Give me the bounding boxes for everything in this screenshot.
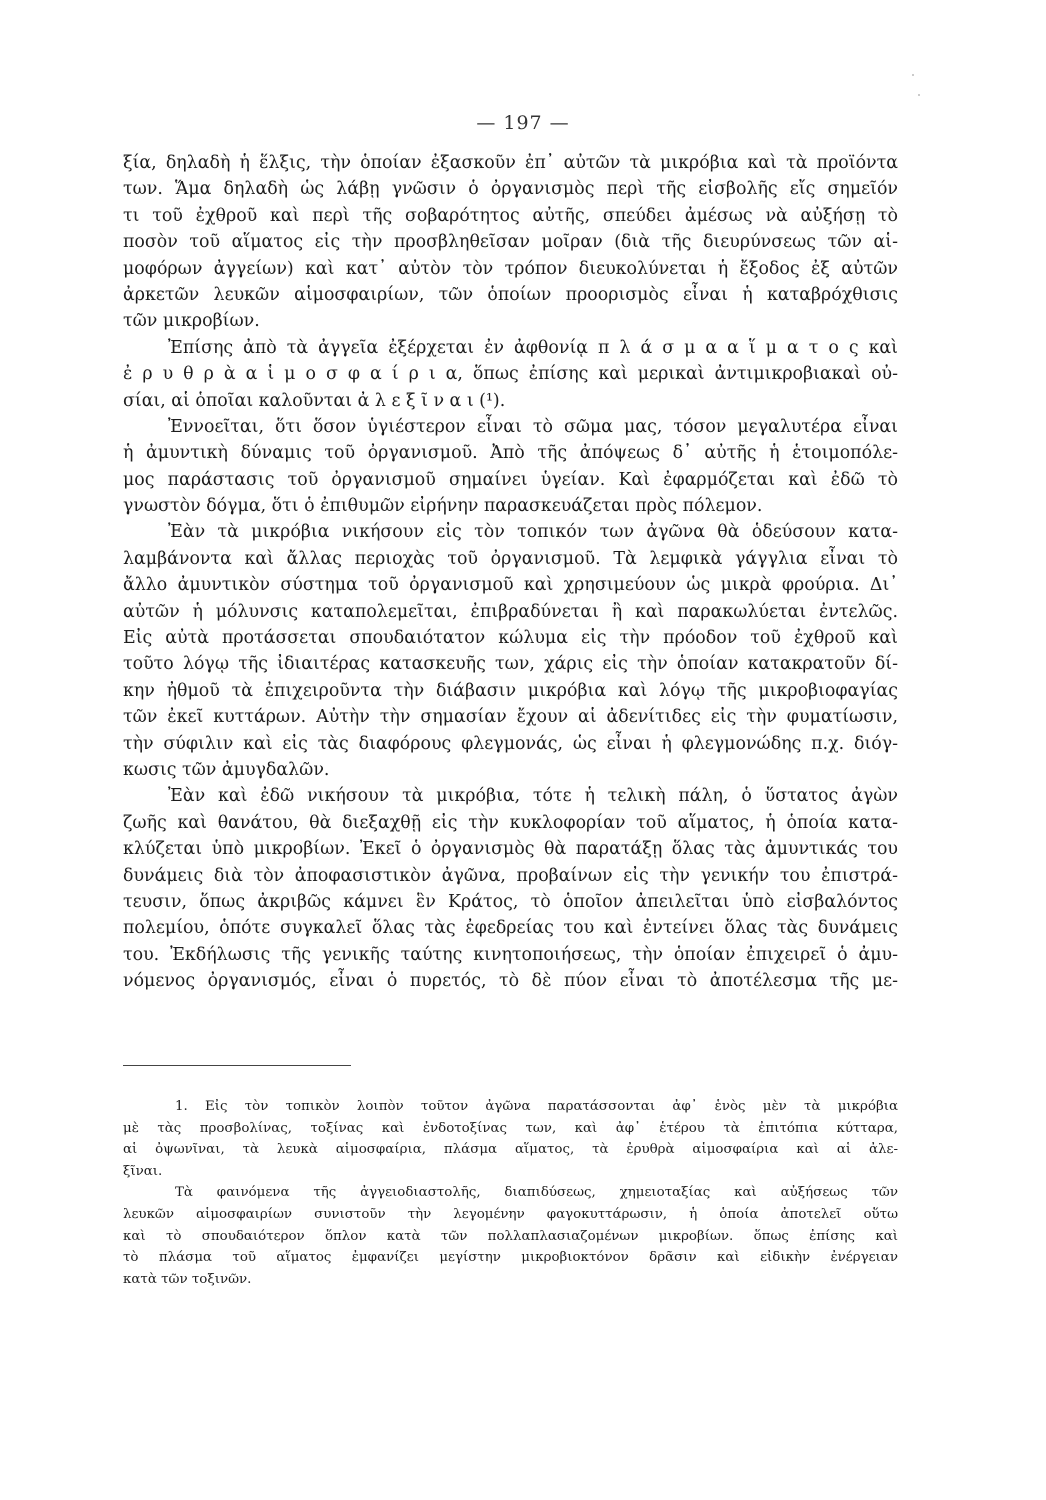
- footnote-line: αἱ ὀψωνῖναι, τὰ λευκὰ αἱμοσφαίρια, πλάσμα αἵματος, τὰ ἐρυθρὰ αἱμοσφαίρια καὶ αἱ ἀλε-: [123, 1142, 898, 1158]
- text-line: ζωῆς καὶ θανάτου, θὰ διεξαχθῇ εἰς τὴν κυκλοφορίαν τοῦ αἵματος, ἡ ὁποία κατα-: [123, 812, 898, 833]
- text-line: νόμενος ὀργανισμός, εἶναι ὁ πυρετός, τὸ δὲ πύον εἶναι τὸ ἀποτέλεσμα τῆς με-: [123, 971, 898, 992]
- text-line: Ἐὰν τὰ μικρόβια νικήσουν εἰς τὸν τοπικόν των ἀγῶνα θὰ ὁδεύσουν κατα-: [168, 522, 898, 543]
- scan-speck: [918, 94, 920, 96]
- body-text: [123, 150, 898, 995]
- footnote-line: μὲ τὰς προσβολίνας, τοξίνας καὶ ἐνδοτοξίνας των, καὶ ἀφ᾽ ἑτέρου τὰ ἐπιτόπια κύτταρα,: [123, 1120, 898, 1136]
- text-line: ἄλλο ἀμυντικὸν σύστημα τοῦ ὀργανισμοῦ καὶ χρησιμεύουν ὡς μικρὰ φρούρια. Δι᾽: [123, 575, 898, 596]
- footnote-line: ξῖναι.: [123, 1163, 163, 1179]
- text-line: Εἰς αὐτὰ προτάσσεται σπουδαιότατον κώλυμα εἰς τὴν πρόοδον τοῦ ἐχθροῦ καὶ: [123, 628, 898, 649]
- text-line: του. Ἐκδήλωσις τῆς γενικῆς ταύτης κινητοποιήσεως, τὴν ὁποίαν ἐπιχειρεῖ ὁ ἀμυ-: [123, 944, 898, 965]
- text-line: τι τοῦ ἐχθροῦ καὶ περὶ τῆς σοβαρότητος αὐτῆς, σπεύδει ἀμέσως νὰ αὐξήσῃ τὸ: [123, 205, 898, 226]
- text-line: Ἐπίσης ἀπὸ τὰ ἀγγεῖα ἐξέρχεται ἐν ἀφθονίᾳ π λ ά σ μ α α ἵ μ α τ ο ς καὶ: [168, 337, 898, 358]
- footnote-line: κατὰ τῶν τοξινῶν.: [123, 1271, 252, 1287]
- text-line: τῶν ἐκεῖ κυττάρων. Αὐτὴν τὴν σημασίαν ἔχουν αἱ ἀδενίτιδες εἰς τὴν φυματίωσιν,: [123, 707, 898, 728]
- text-line: τοῦτο λόγῳ τῆς ἰδιαιτέρας κατασκευῆς των, χάρις εἰς τὴν ὁποίαν κατακρατοῦν δί-: [123, 654, 898, 675]
- text-line: ποσὸν τοῦ αἵματος εἰς τὴν προσβληθεῖσαν μοῖραν (διὰ τῆς διευρύνσεως τῶν αἱ-: [123, 232, 898, 253]
- text-line: ἡ ἀμυντικὴ δύναμις τοῦ ὀργανισμοῦ. Ἀπὸ τῆς ἀπόψεως δ᾽ αὐτῆς ἡ ἑτοιμοπόλε-: [123, 443, 898, 464]
- text-line: ἐ ρ υ θ ρ ὰ α ἱ μ ο σ φ α ί ρ ι α, ὅπως ἐπίσης καὶ μερικαὶ ἀντιμικροβιακαὶ οὐ-: [123, 364, 898, 385]
- text-line: κην ἠθμοῦ τὰ ἐπιχειροῦντα τὴν διάβασιν μικρόβια καὶ λόγῳ τῆς μικροβιοφαγίας: [123, 680, 898, 701]
- footnote-separator: [123, 1065, 351, 1066]
- text-line: γνωστὸν δόγμα, ὅτι ὁ ἐπιθυμῶν εἰρήνην παρασκευάζεται πρὸς πόλεμον.: [123, 496, 763, 517]
- page-number: — 197 —: [476, 112, 570, 134]
- text-line: λαμβάνοντα καὶ ἄλλας περιοχὰς τοῦ ὀργανισμοῦ. Τὰ λεμφικὰ γάγγλια εἶναι τὸ: [123, 548, 898, 569]
- footnote-line: τὸ πλάσμα τοῦ αἵματος ἐμφανίζει μεγίστην μικροβιοκτόνον δρᾶσιν καὶ εἰδικὴν ἐνέργειαν: [123, 1250, 898, 1266]
- text-line: τῶν μικροβίων.: [123, 311, 260, 332]
- text-line: κωσις τῶν ἀμυγδαλῶν.: [123, 759, 330, 780]
- text-line: τευσιν, ὅπως ἀκριβῶς κάμνει ἓν Κράτος, τὸ ὁποῖον ἀπειλεῖται ὑπὸ εἰσβαλόντος: [123, 891, 898, 912]
- text-line: Ἐὰν καὶ ἐδῶ νικήσουν τὰ μικρόβια, τότε ἡ τελικὴ πάλη, ὁ ὕστατος ἀγὼν: [168, 786, 898, 807]
- text-line: σίαι, αἱ ὁποῖαι καλοῦνται ἀ λ ε ξ ῖ ν α ι (¹).: [123, 390, 506, 411]
- footnote-line: καὶ τὸ σπουδαιότερον ὅπλον κατὰ τῶν πολλαπλασιαζομένων μικροβίων. ὅπως ἐπίσης καὶ: [123, 1228, 898, 1244]
- text-line: δυνάμεις διὰ τὸν ἀποφασιστικὸν ἀγῶνα, προβαίνων εἰς τὴν γενικήν του ἐπιστρά-: [123, 865, 898, 886]
- footnote-line: λευκῶν αἱμοσφαιρίων συνιστοῦν τὴν λεγομένην φαγοκυττάρωσιν, ἡ ὁποία ἀποτελεῖ οὕτω: [123, 1206, 898, 1222]
- footnote-line: Τὰ φαινόμενα τῆς ἀγγειοδιαστολῆς, διαπιδύσεως, χημειοταξίας καὶ αὐξήσεως τῶν: [175, 1185, 898, 1201]
- footnote-line: 1. Εἰς τὸν τοπικὸν λοιπὸν τοῦτον ἀγῶνα παρατάσσονται ἀφ᾽ ἑνὸς μὲν τὰ μικρόβια: [175, 1099, 898, 1114]
- text-line: ξία, δηλαδὴ ἡ ἕλξις, τὴν ὁποίαν ἐξασκοῦν ἐπ᾽ αὐτῶν τὰ μικρόβια καὶ τὰ προϊόντα: [123, 153, 898, 173]
- scan-speck: [912, 74, 914, 76]
- text-line: ἀρκετῶν λευκῶν αἱμοσφαιρίων, τῶν ὁποίων προορισμὸς εἶναι ἡ καταβρόχθισις: [123, 284, 898, 305]
- text-line: μος παράστασις τοῦ ὀργανισμοῦ σημαίνει ὑγείαν. Καὶ ἐφαρμόζεται καὶ ἐδῶ τὸ: [123, 469, 898, 490]
- footnotes: [123, 1096, 898, 1290]
- text-line: Ἐννοεῖται, ὅτι ὅσον ὑγιέστερον εἶναι τὸ σῶμα μας, τόσον μεγαλυτέρα εἶναι: [168, 416, 898, 437]
- text-line: πολεμίου, ὁπότε συγκαλεῖ ὅλας τὰς ἐφεδρείας του καὶ ἐντείνει ὅλας τὰς δυνάμεις: [123, 918, 898, 939]
- text-line: αὐτῶν ἡ μόλυνσις καταπολεμεῖται, ἐπιβραδύνεται ἢ καὶ παρακωλύεται ἐντελῶς.: [123, 601, 898, 622]
- text-line: μοφόρων ἀγγείων) καὶ κατ᾽ αὐτὸν τὸν τρόπον διευκολύνεται ἡ ἔξοδος ἐξ αὐτῶν: [123, 258, 898, 279]
- text-line: των. Ἅμα δηλαδὴ ὡς λάβῃ γνῶσιν ὁ ὀργανισμὸς περὶ τῆς εἰσβολῆς εἴς σημεῖόν: [123, 179, 898, 200]
- text-line: κλύζεται ὑπὸ μικροβίων. Ἐκεῖ ὁ ὀργανισμὸς θὰ παρατάξῃ ὅλας τὰς ἀμυντικάς του: [123, 839, 898, 860]
- text-line: τὴν σύφιλιν καὶ εἰς τὰς διαφόρους φλεγμονάς, ὡς εἶναι ἡ φλεγμονώδης π.χ. διόγ-: [123, 733, 898, 754]
